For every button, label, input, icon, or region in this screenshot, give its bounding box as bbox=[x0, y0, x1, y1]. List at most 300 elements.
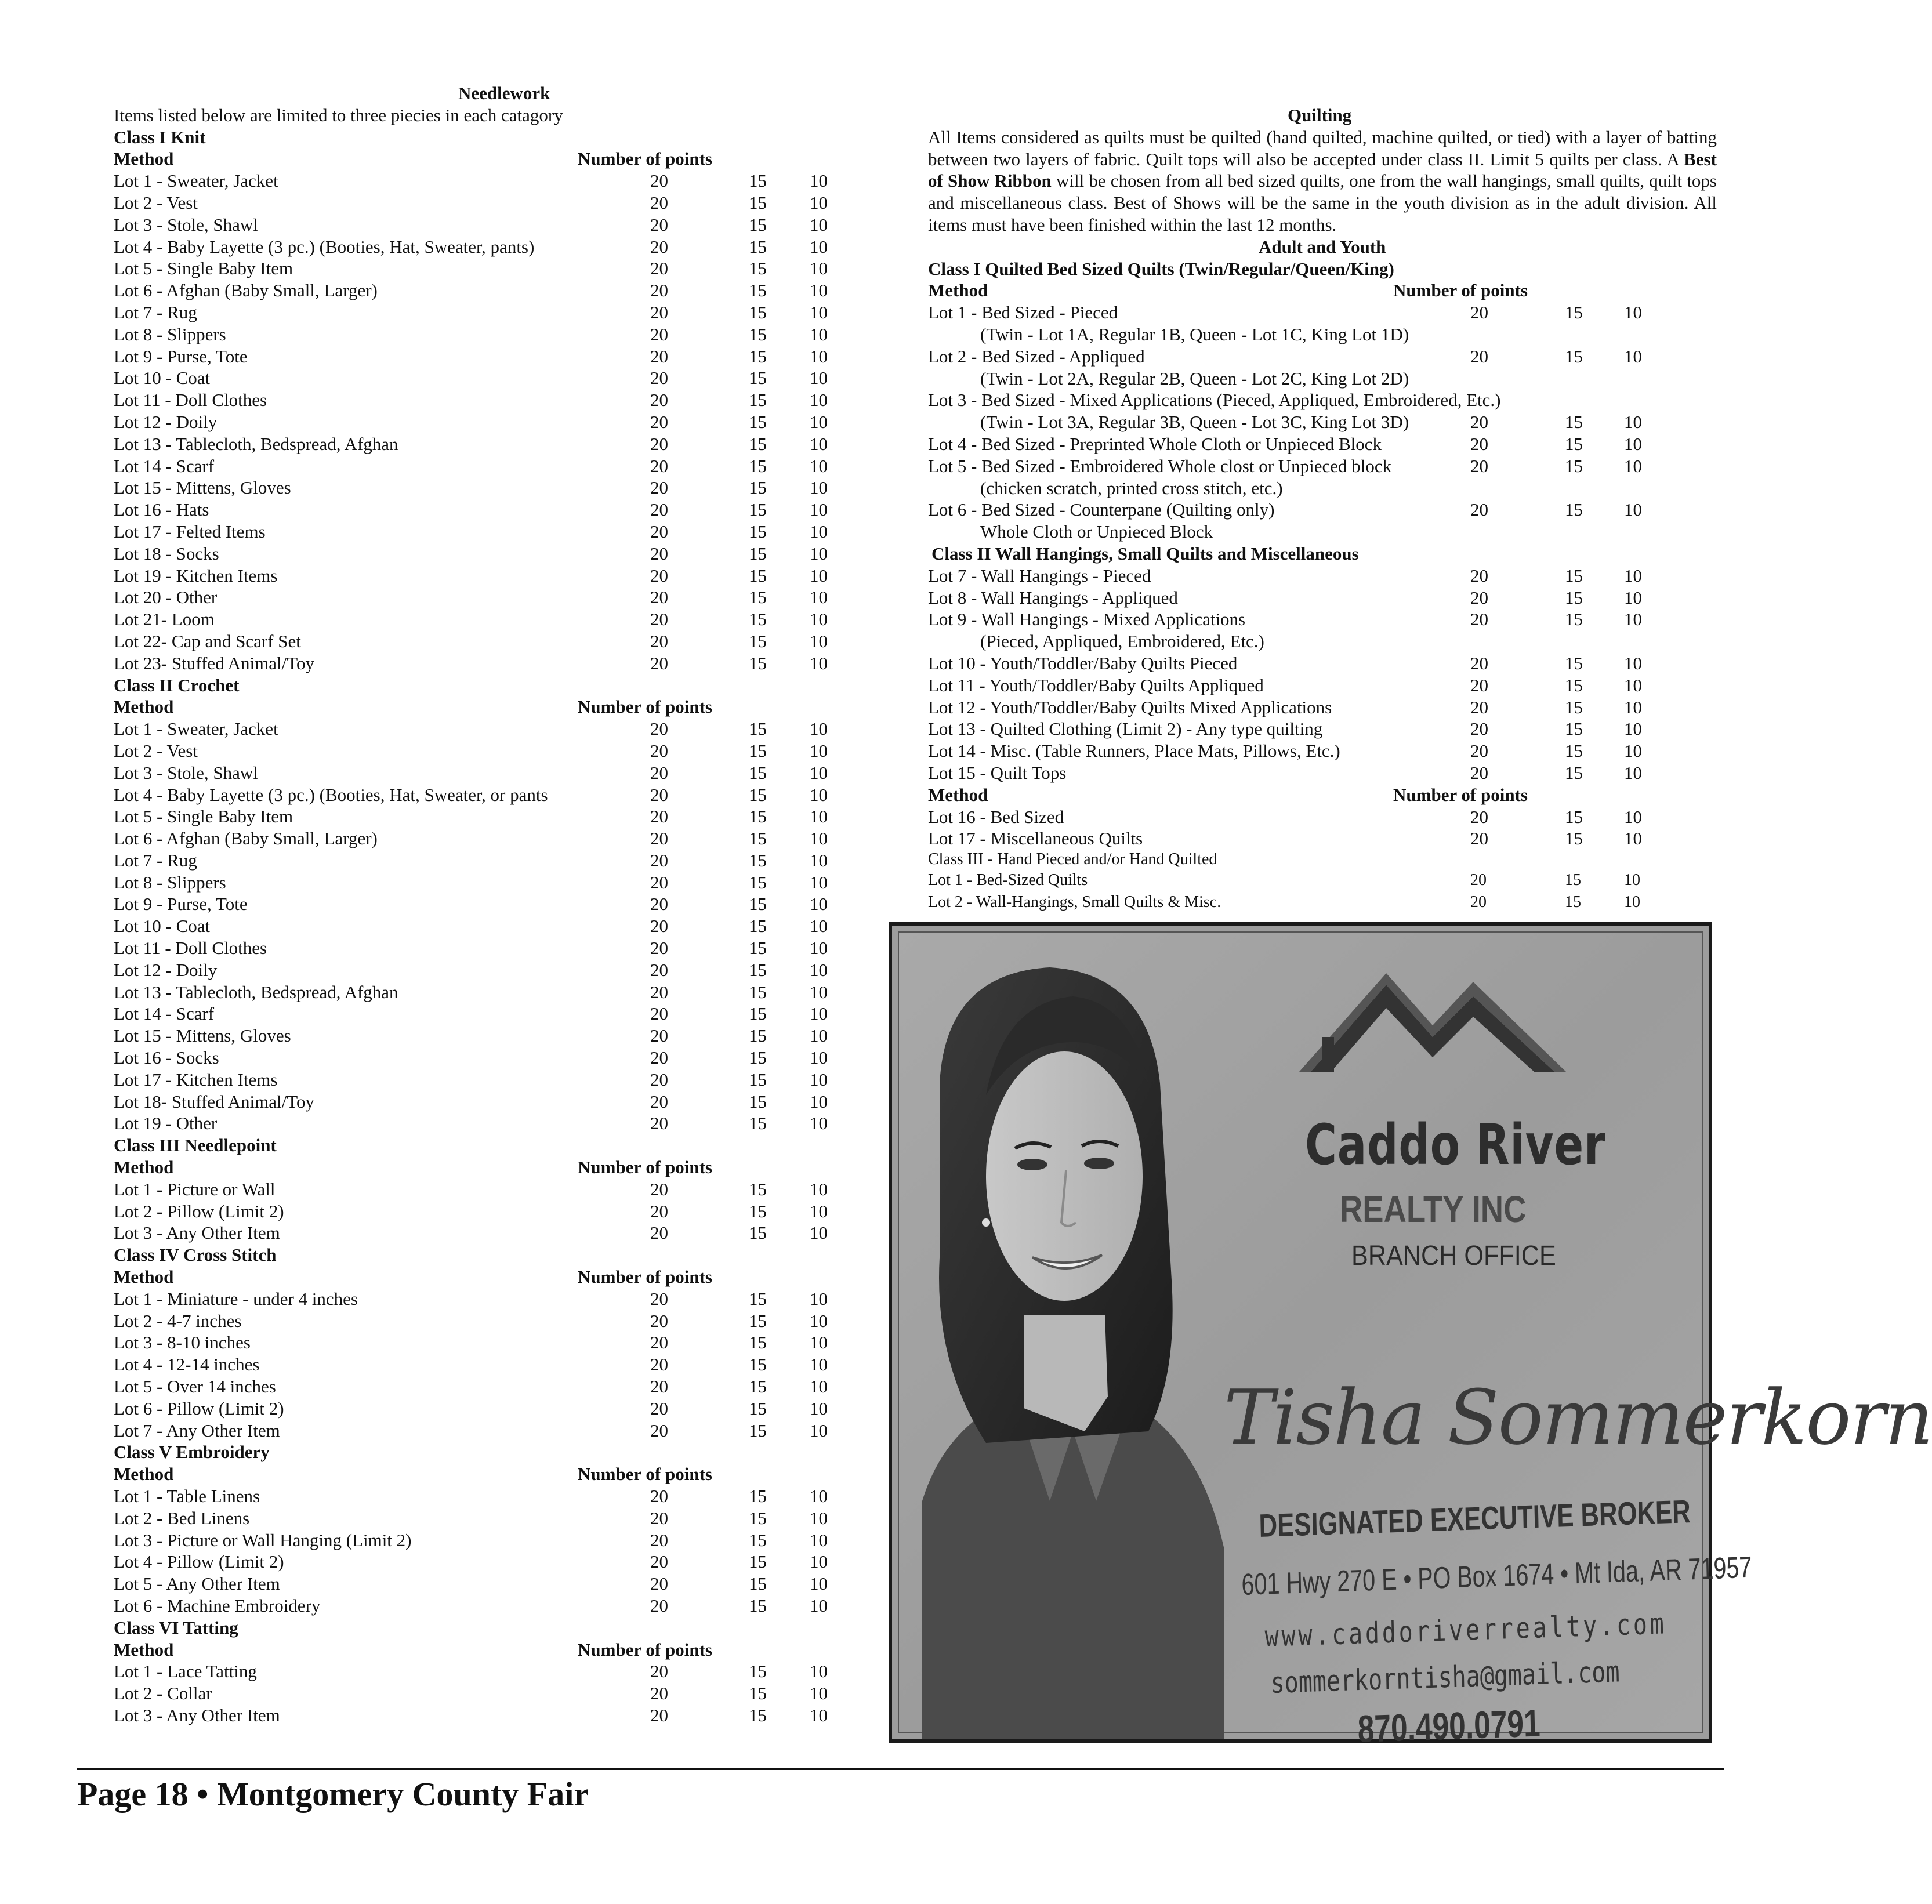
points-value: 15 bbox=[749, 1551, 767, 1572]
lot-row bbox=[114, 740, 844, 762]
points-value: 10 bbox=[810, 740, 828, 761]
lot-row bbox=[114, 258, 844, 280]
needlework-class-heading: Class I Knit bbox=[114, 126, 206, 147]
lot-row bbox=[928, 652, 1717, 674]
points-value: 15 bbox=[749, 850, 767, 871]
points-value: 15 bbox=[749, 477, 767, 498]
needlework-intro: Items listed below are limited to three piecies in each catagory bbox=[114, 104, 563, 125]
lot-row bbox=[114, 324, 844, 346]
points-value: 20 bbox=[650, 1310, 668, 1331]
lot-row bbox=[114, 1507, 844, 1529]
points-value: 20 bbox=[650, 1332, 668, 1353]
points-value: 20 bbox=[1470, 674, 1488, 695]
agent-address: 601 Hwy 270 E • PO Box 1674 • Mt Ida, AR 71957 bbox=[1241, 1550, 1752, 1602]
points-value: 10 bbox=[810, 1113, 828, 1134]
lot-row bbox=[114, 192, 844, 214]
points-value: 15 bbox=[1565, 806, 1583, 827]
points-value: 20 bbox=[650, 1047, 668, 1068]
points-value: 20 bbox=[650, 630, 668, 651]
lot-row bbox=[114, 1047, 844, 1069]
points-value: 20 bbox=[1470, 346, 1488, 367]
points-value: 20 bbox=[650, 280, 668, 301]
points-value: 20 bbox=[650, 171, 668, 191]
lot-label: Lot 5 - Bed Sized - Embroidered Whole clost or Unpieced block bbox=[928, 455, 1392, 476]
points-value: 15 bbox=[749, 258, 767, 279]
points-value: 20 bbox=[1470, 806, 1488, 827]
points-value: 10 bbox=[810, 981, 828, 1002]
points-value: 10 bbox=[810, 1047, 828, 1068]
lot-label: Lot 4 - 12-14 inches bbox=[114, 1354, 260, 1375]
points-value: 20 bbox=[650, 543, 668, 564]
agent-phone: 870.490.0791 bbox=[1357, 1701, 1541, 1750]
points-value: 10 bbox=[810, 302, 828, 322]
lot-label: Lot 8 - Wall Hangings - Appliqued bbox=[928, 587, 1178, 608]
lot-row bbox=[114, 1025, 844, 1047]
points-value: 15 bbox=[1565, 587, 1583, 608]
lot-row bbox=[114, 521, 844, 543]
lot-label: Lot 12 - Doily bbox=[114, 411, 218, 432]
points-value: 15 bbox=[749, 543, 767, 564]
points-value: 10 bbox=[810, 236, 828, 257]
points-value: 20 bbox=[1470, 499, 1488, 520]
lot-row bbox=[114, 477, 844, 499]
lot-row bbox=[114, 893, 844, 915]
points-value: 10 bbox=[810, 1398, 828, 1419]
lot-label: Lot 21- Loom bbox=[114, 609, 215, 630]
points-value: 20 bbox=[1470, 652, 1488, 673]
points-value: 20 bbox=[650, 1354, 668, 1375]
lot-row bbox=[114, 1354, 844, 1376]
points-value: 20 bbox=[650, 1507, 668, 1528]
lot-row bbox=[114, 1682, 844, 1704]
points-value: 15 bbox=[749, 587, 767, 608]
points-value: 10 bbox=[810, 916, 828, 937]
points-value: 10 bbox=[810, 828, 828, 849]
points-value: 20 bbox=[650, 1551, 668, 1572]
points-value: 10 bbox=[810, 719, 828, 739]
points-value: 15 bbox=[749, 521, 767, 542]
lot-label: Lot 19 - Kitchen Items bbox=[114, 565, 278, 586]
method-header: Method Number of points bbox=[114, 1464, 712, 1485]
lot-label: Lot 5 - Any Other Item bbox=[114, 1573, 280, 1594]
points-value: 15 bbox=[749, 1529, 767, 1550]
lot-label: Lot 13 - Tablecloth, Bedspread, Afghan bbox=[114, 981, 398, 1002]
points-value: 15 bbox=[1565, 697, 1583, 717]
lot-label: Lot 16 - Socks bbox=[114, 1047, 219, 1068]
mountain-logo-icon bbox=[1299, 950, 1566, 1083]
points-value: 20 bbox=[1470, 871, 1487, 890]
points-value: 20 bbox=[650, 719, 668, 739]
points-value: 20 bbox=[650, 938, 668, 959]
lot-row bbox=[928, 302, 1717, 324]
lot-row bbox=[928, 499, 1717, 521]
quilting-class3-list bbox=[928, 869, 1717, 913]
method-header: Method Number of points bbox=[114, 697, 712, 717]
needlework-class-heading: Class II Crochet bbox=[114, 674, 240, 695]
points-value: 10 bbox=[1624, 893, 1640, 911]
lot-row bbox=[114, 280, 844, 302]
lot-label: Lot 1 - Miniature - under 4 inches bbox=[114, 1288, 358, 1309]
lot-row bbox=[928, 740, 1717, 762]
lot-label: Lot 18- Stuffed Animal/Toy bbox=[114, 1091, 314, 1112]
lot-row bbox=[114, 1376, 844, 1398]
points-value: 10 bbox=[810, 1420, 828, 1441]
points-value: 10 bbox=[1624, 871, 1640, 890]
lot-row bbox=[928, 697, 1717, 719]
points-value: 10 bbox=[810, 1025, 828, 1046]
lot-label: Lot 2 - Bed Linens bbox=[114, 1507, 250, 1528]
lot-label: Lot 18 - Socks bbox=[114, 543, 219, 564]
points-value: 15 bbox=[749, 565, 767, 586]
lot-label: Lot 4 - Baby Layette (3 pc.) (Booties, Hat, Sweater, pants) bbox=[114, 236, 535, 257]
agent-website: www.caddoriverrealty.com bbox=[1264, 1606, 1668, 1653]
lot-row bbox=[114, 214, 844, 236]
method-header: Method Number of points bbox=[114, 1157, 712, 1178]
points-value: 10 bbox=[810, 1354, 828, 1375]
lot-row bbox=[928, 806, 1717, 828]
points-value: 20 bbox=[1470, 302, 1488, 323]
points-value: 15 bbox=[1565, 871, 1581, 890]
points-value: 15 bbox=[1565, 652, 1583, 673]
points-value: 20 bbox=[650, 236, 668, 257]
points-value: 15 bbox=[749, 1420, 767, 1441]
points-value: 10 bbox=[1624, 652, 1642, 673]
points-value: 10 bbox=[810, 806, 828, 827]
points-value: 10 bbox=[810, 390, 828, 411]
lot-label: Lot 5 - Over 14 inches bbox=[114, 1376, 276, 1397]
quilting-class1-list bbox=[928, 302, 1717, 543]
points-value: 20 bbox=[650, 1091, 668, 1112]
points-value: 10 bbox=[1624, 587, 1642, 608]
lot-row bbox=[114, 1420, 844, 1442]
lot-label: Lot 1 - Picture or Wall bbox=[114, 1178, 276, 1199]
points-value: 15 bbox=[749, 171, 767, 191]
quilting-column bbox=[928, 104, 1717, 913]
points-value: 10 bbox=[810, 850, 828, 871]
lot-label: Lot 3 - Stole, Shawl bbox=[114, 214, 258, 235]
points-value: 15 bbox=[749, 280, 767, 301]
points-value: 15 bbox=[749, 499, 767, 520]
points-value: 20 bbox=[650, 346, 668, 367]
quilting-class2-heading: Class II Wall Hangings, Small Quilts and Miscellaneous bbox=[931, 543, 1359, 564]
points-value: 15 bbox=[749, 1047, 767, 1068]
footer-rule bbox=[77, 1768, 1724, 1770]
points-value: 15 bbox=[749, 324, 767, 344]
points-value: 15 bbox=[1565, 412, 1583, 433]
brand-subtitle: REALTY INC bbox=[1340, 1188, 1527, 1230]
points-value: 10 bbox=[810, 411, 828, 432]
lot-label: Lot 6 - Afghan (Baby Small, Larger) bbox=[114, 280, 378, 301]
points-value: 10 bbox=[810, 455, 828, 476]
needlework-class-heading: Class VI Tatting bbox=[114, 1617, 238, 1638]
points-value: 20 bbox=[650, 565, 668, 586]
lot-label: Lot 5 - Single Baby Item bbox=[114, 258, 293, 279]
points-value: 15 bbox=[749, 368, 767, 389]
lot-label: Lot 1 - Bed-Sized Quilts bbox=[928, 871, 1088, 890]
lot-label: Lot 3 - Bed Sized - Mixed Applications (Pieced, Appliqued, Embroidered, Etc.) bbox=[928, 390, 1501, 411]
points-value: 15 bbox=[749, 740, 767, 761]
lot-row bbox=[928, 718, 1717, 740]
page-footer: Page 18 • Montgomery County Fair bbox=[77, 1775, 589, 1813]
points-value: 20 bbox=[650, 1661, 668, 1682]
lot-label: Lot 22- Cap and Scarf Set bbox=[114, 630, 301, 651]
points-value: 15 bbox=[1565, 302, 1583, 323]
points-value: 10 bbox=[810, 192, 828, 213]
lot-row bbox=[114, 543, 844, 565]
points-value: 20 bbox=[1470, 412, 1488, 433]
points-value: 10 bbox=[1624, 741, 1642, 761]
points-value: 20 bbox=[1470, 893, 1487, 911]
points-value: 15 bbox=[749, 455, 767, 476]
lot-row bbox=[114, 850, 844, 872]
points-value: 15 bbox=[749, 214, 767, 235]
lot-label: Lot 15 - Mittens, Gloves bbox=[114, 477, 291, 498]
points-value: 20 bbox=[650, 806, 668, 827]
points-value: 15 bbox=[749, 719, 767, 739]
lot-label: Lot 2 - Pillow (Limit 2) bbox=[114, 1201, 284, 1221]
lot-row bbox=[928, 587, 1717, 609]
points-value: 20 bbox=[650, 1113, 668, 1134]
points-value: 10 bbox=[1624, 674, 1642, 695]
lot-row bbox=[928, 324, 1717, 346]
points-value: 15 bbox=[749, 959, 767, 980]
lot-label: Lot 14 - Scarf bbox=[114, 1003, 215, 1024]
quilting-class2b-method-header: Method Number of points bbox=[928, 784, 1528, 805]
lot-label: Lot 9 - Wall Hangings - Mixed Applications bbox=[928, 609, 1246, 630]
lot-row bbox=[114, 828, 844, 850]
lot-label: Lot 4 - Baby Layette (3 pc.) (Booties, Hat, Sweater, or pants bbox=[114, 784, 548, 805]
points-value: 15 bbox=[749, 1310, 767, 1331]
lot-row bbox=[114, 1003, 844, 1025]
points-value: 10 bbox=[810, 1683, 828, 1704]
points-value: 15 bbox=[749, 1573, 767, 1594]
lot-row bbox=[928, 368, 1717, 390]
points-value: 20 bbox=[650, 981, 668, 1002]
lot-row bbox=[928, 565, 1717, 587]
points-value: 15 bbox=[749, 981, 767, 1002]
lot-row bbox=[114, 1222, 844, 1244]
lot-label: Lot 3 - Stole, Shawl bbox=[114, 762, 258, 783]
points-value: 10 bbox=[810, 652, 828, 673]
points-value: 10 bbox=[1624, 828, 1642, 849]
points-value: 15 bbox=[1565, 346, 1583, 367]
points-value: 10 bbox=[810, 171, 828, 191]
points-value: 10 bbox=[810, 1376, 828, 1397]
points-value: 10 bbox=[1624, 412, 1642, 433]
points-value: 10 bbox=[810, 258, 828, 279]
lot-label: Lot 7 - Any Other Item bbox=[114, 1420, 280, 1441]
points-value: 10 bbox=[810, 214, 828, 235]
points-value: 20 bbox=[650, 894, 668, 915]
lot-label: Lot 2 - Collar bbox=[114, 1683, 212, 1704]
lot-row bbox=[114, 762, 844, 784]
points-value: 15 bbox=[749, 1704, 767, 1725]
points-value: 20 bbox=[1470, 565, 1488, 586]
points-value: 15 bbox=[749, 1223, 767, 1243]
points-value: 20 bbox=[650, 762, 668, 783]
points-value: 20 bbox=[650, 587, 668, 608]
points-value: 10 bbox=[810, 1551, 828, 1572]
points-value: 20 bbox=[1470, 609, 1488, 630]
lot-row bbox=[114, 1069, 844, 1091]
points-value: 15 bbox=[749, 1507, 767, 1528]
lot-row bbox=[114, 346, 844, 368]
lot-label: Lot 2 - Bed Sized - Appliqued bbox=[928, 346, 1145, 367]
lot-row bbox=[114, 1310, 844, 1332]
points-value: 15 bbox=[749, 762, 767, 783]
lot-row bbox=[114, 872, 844, 894]
lot-label: Lot 1 - Bed Sized - Pieced bbox=[928, 302, 1118, 323]
lot-label: Lot 14 - Misc. (Table Runners, Place Mats, Pillows, Etc.) bbox=[928, 741, 1340, 761]
points-value: 20 bbox=[1470, 762, 1488, 783]
points-value: 20 bbox=[650, 1025, 668, 1046]
points-value: 20 bbox=[650, 411, 668, 432]
points-value: 10 bbox=[810, 477, 828, 498]
lot-row bbox=[928, 608, 1717, 630]
lot-row bbox=[114, 784, 844, 806]
agent-signature: Tisha Sommerkorn bbox=[1224, 1373, 1932, 1461]
lot-label: Lot 6 - Pillow (Limit 2) bbox=[114, 1398, 284, 1419]
points-value: 15 bbox=[1565, 674, 1583, 695]
points-value: 10 bbox=[810, 609, 828, 630]
points-value: 20 bbox=[650, 1398, 668, 1419]
points-value: 10 bbox=[810, 1201, 828, 1221]
points-value: 20 bbox=[650, 916, 668, 937]
points-value: 10 bbox=[810, 543, 828, 564]
points-value: 15 bbox=[749, 1201, 767, 1221]
quilting-division: Adult and Youth bbox=[1259, 236, 1386, 257]
points-value: 15 bbox=[749, 609, 767, 630]
points-value: 15 bbox=[1565, 828, 1583, 849]
lot-label: Lot 17 - Miscellaneous Quilts bbox=[928, 828, 1143, 849]
lot-row bbox=[114, 1112, 844, 1134]
points-value: 15 bbox=[749, 346, 767, 367]
points-value: 15 bbox=[749, 1595, 767, 1616]
points-value: 10 bbox=[1624, 565, 1642, 586]
points-value: 15 bbox=[749, 1354, 767, 1375]
points-value: 15 bbox=[749, 390, 767, 411]
needlework-column bbox=[114, 82, 844, 1727]
lot-label: Lot 3 - Any Other Item bbox=[114, 1704, 280, 1725]
points-value: 20 bbox=[1470, 697, 1488, 717]
points-value: 20 bbox=[650, 850, 668, 871]
lot-label: Lot 20 - Other bbox=[114, 587, 218, 608]
lot-row bbox=[114, 652, 844, 674]
points-value: 10 bbox=[810, 1661, 828, 1682]
points-value: 10 bbox=[810, 894, 828, 915]
points-value: 20 bbox=[650, 1003, 668, 1024]
points-value: 15 bbox=[749, 828, 767, 849]
points-value: 10 bbox=[810, 1091, 828, 1112]
lot-row bbox=[114, 1595, 844, 1617]
lot-label: Lot 8 - Slippers bbox=[114, 324, 226, 344]
lot-row bbox=[114, 455, 844, 477]
points-value: 15 bbox=[749, 1025, 767, 1046]
points-value: 20 bbox=[650, 1223, 668, 1243]
points-value: 20 bbox=[650, 1201, 668, 1221]
lot-label: Lot 16 - Bed Sized bbox=[928, 806, 1064, 827]
points-value: 20 bbox=[650, 1420, 668, 1441]
quilting-class2-list bbox=[928, 565, 1717, 784]
lot-label: Lot 9 - Purse, Tote bbox=[114, 894, 248, 915]
lot-label: Lot 3 - Any Other Item bbox=[114, 1223, 280, 1243]
points-value: 10 bbox=[810, 346, 828, 367]
lot-row bbox=[114, 1660, 844, 1682]
lot-row bbox=[114, 302, 844, 324]
lot-label: Lot 5 - Single Baby Item bbox=[114, 806, 293, 827]
points-value: 15 bbox=[1565, 499, 1583, 520]
points-value: 15 bbox=[749, 1486, 767, 1506]
points-value: 15 bbox=[1565, 565, 1583, 586]
realty-advertisement bbox=[889, 922, 1932, 1750]
lot-row bbox=[114, 630, 844, 652]
lot-row bbox=[114, 1201, 844, 1223]
lot-row bbox=[114, 586, 844, 608]
points-value: 10 bbox=[1624, 609, 1642, 630]
points-value: 15 bbox=[749, 1398, 767, 1419]
points-value: 20 bbox=[650, 872, 668, 893]
points-value: 10 bbox=[810, 1310, 828, 1331]
lot-label: Lot 7 - Rug bbox=[114, 302, 197, 322]
lot-label: Whole Cloth or Unpieced Block bbox=[980, 521, 1213, 542]
points-value: 10 bbox=[1624, 433, 1642, 454]
lot-row bbox=[928, 674, 1717, 697]
points-value: 10 bbox=[1624, 719, 1642, 739]
points-value: 10 bbox=[810, 1069, 828, 1090]
lot-row bbox=[114, 433, 844, 455]
lot-label: Lot 10 - Youth/Toddler/Baby Quilts Pieced bbox=[928, 652, 1238, 673]
points-value: 20 bbox=[650, 1704, 668, 1725]
quilting-class1-heading: Class I Quilted Bed Sized Quilts (Twin/Regular/Queen/King) bbox=[928, 258, 1394, 279]
points-value: 15 bbox=[1565, 741, 1583, 761]
points-value: 10 bbox=[1624, 455, 1642, 476]
lot-label: Lot 3 - 8-10 inches bbox=[114, 1332, 251, 1353]
points-value: 20 bbox=[650, 609, 668, 630]
points-value: 10 bbox=[1624, 346, 1642, 367]
lot-row bbox=[114, 499, 844, 521]
points-value: 15 bbox=[1565, 455, 1583, 476]
lot-label: Lot 1 - Sweater, Jacket bbox=[114, 171, 278, 191]
points-value: 15 bbox=[749, 302, 767, 322]
lot-label: Lot 2 - Vest bbox=[114, 192, 198, 213]
lot-label: Lot 2 - 4-7 inches bbox=[114, 1310, 242, 1331]
points-value: 15 bbox=[749, 894, 767, 915]
points-value: 10 bbox=[810, 762, 828, 783]
needlework-title: Needlework bbox=[458, 83, 550, 103]
points-value: 20 bbox=[650, 1595, 668, 1616]
lot-label: Lot 7 - Rug bbox=[114, 850, 197, 871]
points-value: 15 bbox=[749, 1113, 767, 1134]
points-value: 10 bbox=[810, 521, 828, 542]
points-value: 20 bbox=[650, 1178, 668, 1199]
points-value: 20 bbox=[650, 368, 668, 389]
agent-email: sommerkorntisha@gmail.com bbox=[1270, 1655, 1621, 1700]
lot-row bbox=[114, 1398, 844, 1420]
lot-row bbox=[114, 236, 844, 258]
lot-label: Lot 12 - Doily bbox=[114, 959, 218, 980]
lot-row bbox=[928, 411, 1717, 433]
points-value: 20 bbox=[1470, 455, 1488, 476]
lot-label: (Twin - Lot 1A, Regular 1B, Queen - Lot 1C, King Lot 1D) bbox=[980, 324, 1409, 344]
lot-label: Lot 15 - Quilt Tops bbox=[928, 762, 1067, 783]
points-value: 15 bbox=[749, 872, 767, 893]
points-value: 20 bbox=[1470, 719, 1488, 739]
points-value: 20 bbox=[1470, 741, 1488, 761]
quilting-intro: All Items considered as quilts must be quilted (hand quilted, machine quilted, or tied) with a layer of batting between two layers of fabric. Quilt tops will also be accepted under class II. Limit 5 quilts per class. A Best of Show Ribbon will be chosen from all bed sized quilts, one from the wall hangings, small quilts, quilt tops and miscellaneous class. Best of Shows will be the same in the youth division as in the adult division. All items must have been finished within the last 12 months. bbox=[928, 126, 1717, 235]
lot-label: Lot 1 - Lace Tatting bbox=[114, 1661, 257, 1682]
points-value: 10 bbox=[810, 499, 828, 520]
lot-row bbox=[928, 630, 1717, 652]
